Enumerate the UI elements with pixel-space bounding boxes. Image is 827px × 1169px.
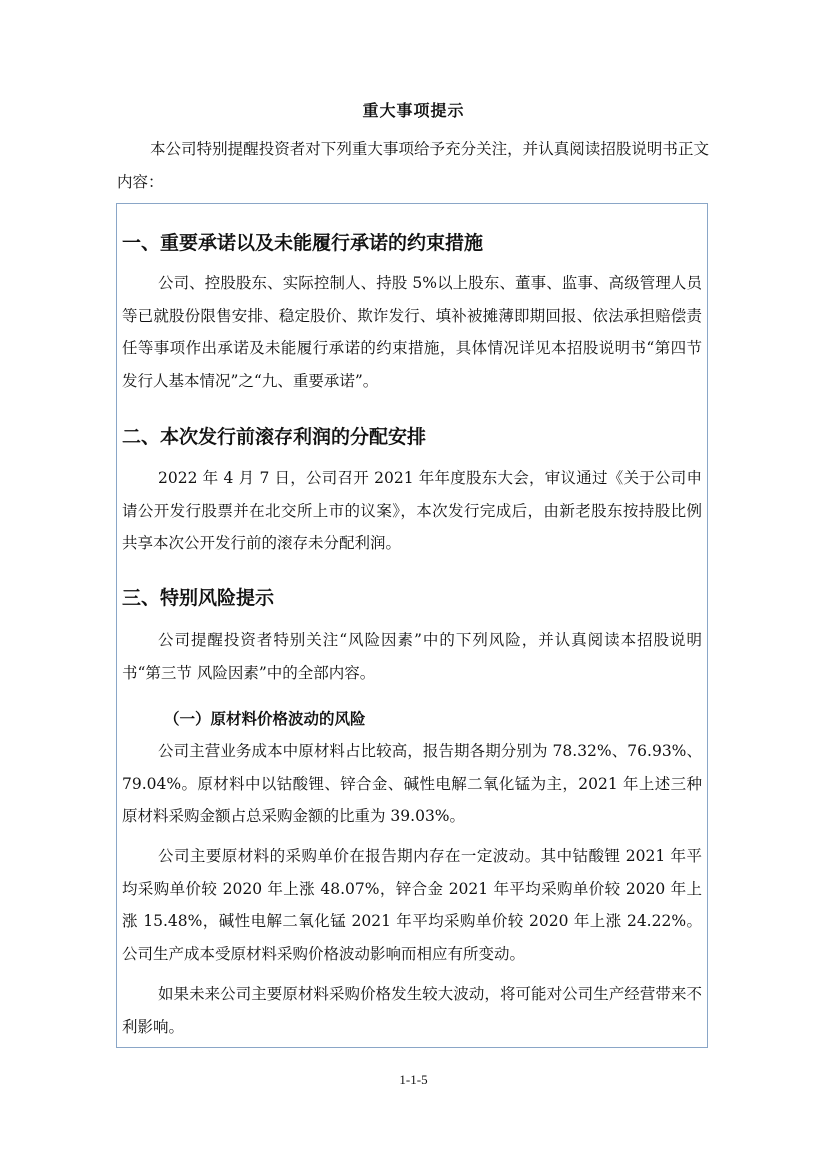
document-title: 重大事项提示 bbox=[362, 101, 465, 120]
page-number: 1-1-5 bbox=[399, 1072, 428, 1087]
paragraph-commitments: 公司、控股股东、实际控制人、持股 5%以上股东、董事、监事、高级管理人员等已就股份限售安排、稳定股价、欺诈发行、填补被摊薄即期回报、依法承担赔偿责任等事项作出承诺及未能履行承诺的约束措施，具体情况详见本招股说明书“第四节 发行人基本情况”之“九、重要承诺”。 bbox=[122, 274, 702, 390]
paragraph-raw-material-outlook: 如果未来公司主要原材料采购价格发生较大波动，将可能对公司生产经营带来不利影响。 bbox=[122, 985, 702, 1036]
subsection-heading-raw-material-risk: （一）原材料价格波动的风险 bbox=[164, 710, 366, 728]
paragraph-profit-distribution: 2022 年 4 月 7 日，公司召开 2021 年年度股东大会，审议通过《关于公司申请公开发行股票并在北交所上市的议案》，本次发行完成后，由新老股东按持股比例共享本次公开发行前的滚存未分配利润。 bbox=[122, 469, 702, 552]
paragraph-risk-notice: 公司提醒投资者特别关注“风险因素”中的下列风险，并认真阅读本招股说明书“第三节 风险因素”中的全部内容。 bbox=[122, 631, 702, 682]
section-heading-commitments: 一、重要承诺以及未能履行承诺的约束措施 bbox=[122, 232, 484, 254]
section-heading-profit-distribution: 二、本次发行前滚存利润的分配安排 bbox=[122, 426, 427, 448]
intro-paragraph: 本公司特别提醒投资者对下列重大事项给予充分关注，并认真阅读招股说明书正文内容： bbox=[117, 140, 709, 191]
section-heading-risk-notice: 三、特别风险提示 bbox=[122, 587, 275, 609]
paragraph-raw-material-price: 公司主要原材料的采购单价在报告期内存在一定波动。其中钴酸锂 2021 年平均采购单价较 2020 年上涨 48.07%，锌合金 2021 年平均采购单价较 2020 年上涨 15.48%，碱性电解二氧化锰 2021 年平均采购单价较 2020 年上涨 24.22%。公司生产成本受原材料采购价格波动影响而相应有所变动。 bbox=[122, 847, 702, 963]
paragraph-raw-material-share: 公司主营业务成本中原材料占比较高，报告期各期分别为 78.32%、76.93%、79.04%。原材料中以钴酸锂、锌合金、碱性电解二氧化锰为主，2021 年上述三种原材料采购金额占总采购金额的比重为 39.03%。 bbox=[122, 742, 702, 825]
